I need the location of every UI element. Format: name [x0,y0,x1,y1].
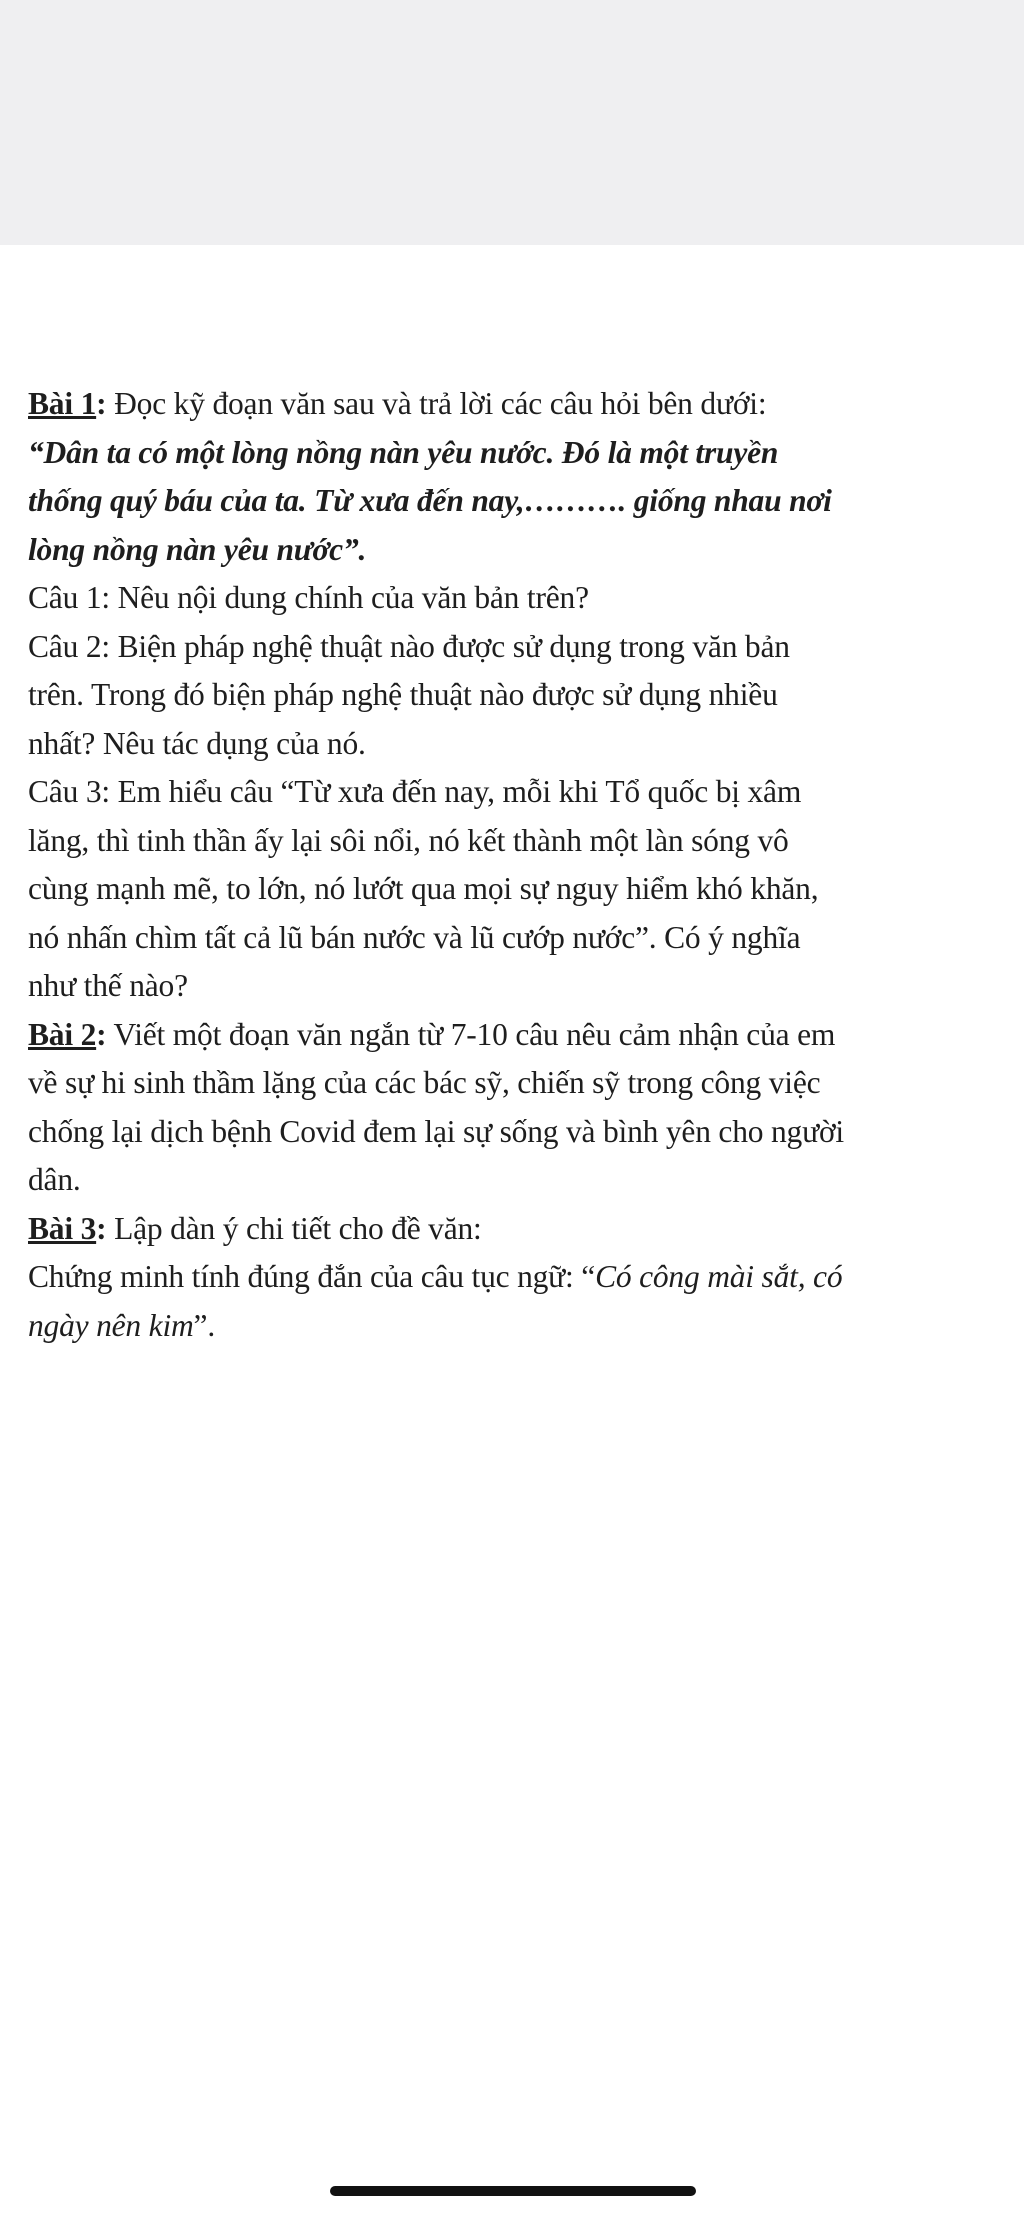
question-line: nhất? Nêu tác dụng của nó. [28,725,366,761]
question-line: nó nhấn chìm tất cả lũ bán nước và lũ cướp nước”. Có ý nghĩa [28,919,801,955]
bai3-text: Lập dàn ý chi tiết cho đề văn: [106,1210,482,1246]
question-line: trên. Trong đó biện pháp nghệ thuật nào được sử dụng nhiều [28,677,778,712]
bai1-quote-line: “Dân ta có một lòng nồng nàn yêu nước. Đó là một truyền [28,434,779,470]
bai2-heading: Bài 2 [28,1016,97,1052]
bai2-heading-line [28,1011,1024,1060]
proverb-part1: Có công mài sắt, có [595,1259,843,1294]
bai3-heading: Bài 3 [28,1210,97,1246]
bai3-proverb-line [28,1302,1024,1351]
bai2-line: về sự hi sinh thầm lặng của các bác sỹ, chiến sỹ trong công việc [28,1065,821,1100]
question-line: lăng, thì tinh thần ấy lại sôi nổi, nó kết thành một làn sóng vô [28,822,789,858]
bai3-heading-colon: : [96,1210,107,1246]
bai2-line: dân. [28,1162,81,1197]
bai1-quote-line: thống quý báu của ta. Từ xưa đến nay,………. giống nhau nơi [28,483,832,518]
bai2-heading-colon: : [96,1016,107,1052]
bai1-heading: Bài 1 [28,386,97,421]
question-line: như thế nào? [28,968,188,1003]
bai1-instruction: Đọc kỹ đoạn văn sau và trả lời các câu hỏi bên dưới: [106,386,767,421]
bai2-line: chống lại dịch bệnh Covid đem lại sự sống và bình yên cho người [28,1113,844,1149]
home-indicator[interactable] [330,2186,696,2196]
question-line: Câu 2: Biện pháp nghệ thuật nào được sử dụng trong văn bản [28,628,790,664]
proverb-close: ”. [193,1307,216,1343]
bai3-prompt: Chứng minh tính đúng đắn của câu tục ngữ: “ [28,1259,596,1294]
question-line: Câu 1: Nêu nội dung chính của văn bản trên? [28,580,589,615]
question-line: Câu 3: Em hiểu câu “Từ xưa đến nay, mỗi khi Tổ quốc bị xâm [28,774,802,809]
proverb-part2: ngày nên kim [28,1307,194,1343]
document-text [28,380,1024,1350]
bai1-heading-colon: : [96,386,107,421]
bai3-prompt-line [28,1253,1024,1302]
question-line: cùng mạnh mẽ, to lớn, nó lướt qua mọi sự nguy hiểm khó khăn, [28,871,819,906]
bai1-quote-line: lòng nồng nàn yêu nước”. [28,531,367,567]
top-blank-area [0,0,1024,245]
bai1-heading-line [28,380,1024,429]
bai3-heading-line [28,1205,1024,1254]
bai2-text: Viết một đoạn văn ngắn từ 7-10 câu nêu cảm nhận của em [106,1016,836,1052]
